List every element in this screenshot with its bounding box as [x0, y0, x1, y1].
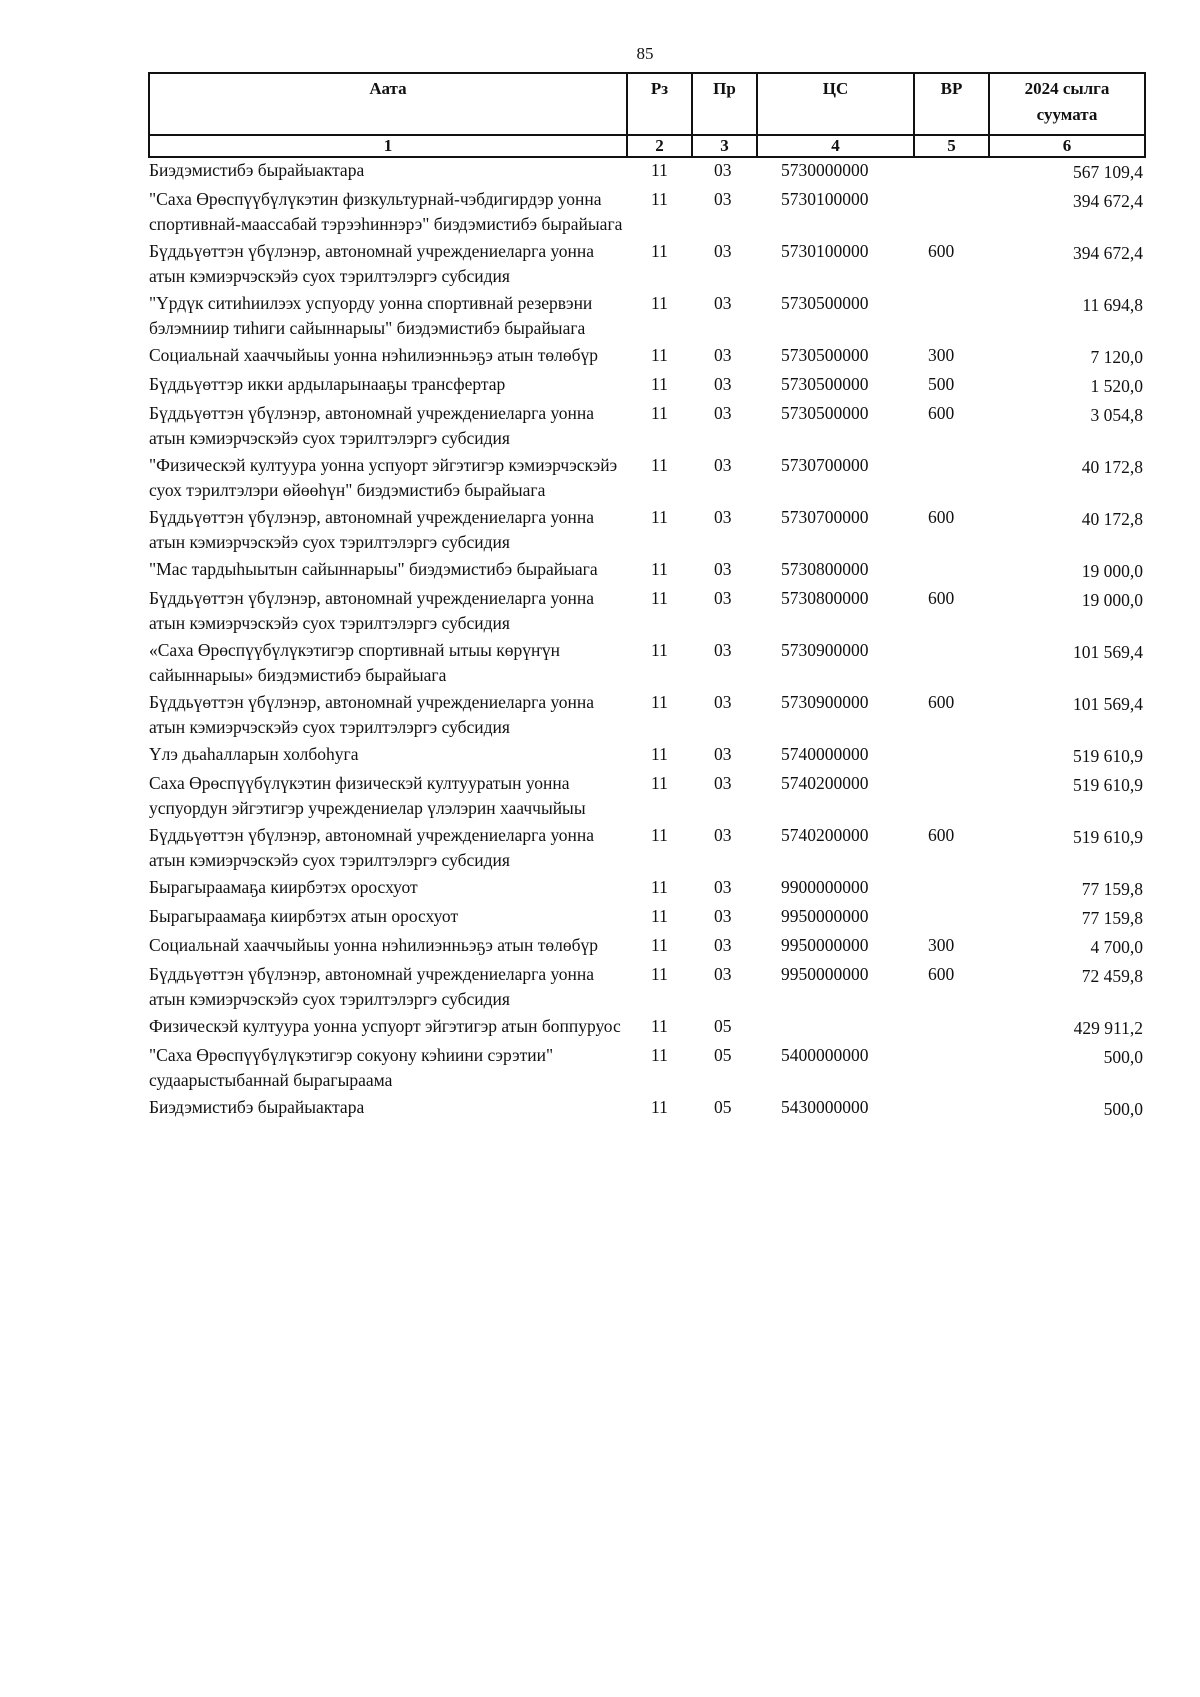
- cell-pr: 05: [714, 1045, 732, 1065]
- cell-cs: 5730000000: [781, 160, 869, 180]
- column-number: 1: [149, 135, 627, 157]
- cell-pr: 03: [714, 559, 732, 579]
- header-row: [149, 73, 1145, 135]
- cell-vr: [914, 1043, 989, 1095]
- cell-pr: 03: [714, 640, 732, 660]
- cell-name: Бырагыраамаҕа киирбэтэх оросхуот: [149, 877, 418, 897]
- table-row: [149, 962, 1145, 1014]
- cell-pr: 03: [714, 906, 732, 926]
- table-row: [149, 742, 1145, 771]
- header-name: Аата: [149, 73, 627, 135]
- cell-cs: 9950000000: [781, 935, 869, 955]
- cell-cs: 5730900000: [781, 640, 869, 660]
- table-row: [149, 239, 1145, 291]
- cell-vr: 600: [928, 964, 955, 984]
- cell-vr: [914, 904, 989, 933]
- cell-pr: 03: [714, 345, 732, 365]
- table-row: [149, 343, 1145, 372]
- cell-rz: 11: [651, 773, 668, 793]
- cell-pr: 03: [714, 189, 732, 209]
- cell-name: «Саха Өрөспүүбүлүкэтигэр спортивнай ытыы көрүҥүн сайыннарыы» биэдэмистибэ бырайыага: [149, 640, 560, 685]
- table-row: [149, 1014, 1145, 1043]
- cell-name: "Үрдүк ситиһиилээх успуорду уонна спортивнай резервэни бэлэмниир тиһиги сайыннарыы" биэдэмистибэ бырайыага: [149, 293, 593, 338]
- cell-pr: 03: [714, 877, 732, 897]
- cell-cs: 5400000000: [781, 1045, 869, 1065]
- cell-cs: 5730100000: [781, 189, 869, 209]
- cell-rz: 11: [651, 455, 668, 475]
- column-number: 5: [914, 135, 989, 157]
- cell-name: "Саха Өрөспүүбүлүкэтигэр сокуону кэһиини сэрэтии" судаарыстыбаннай бырагыраама: [149, 1045, 554, 1090]
- cell-sum: 7 120,0: [1090, 347, 1143, 367]
- table-row: [149, 933, 1145, 962]
- cell-sum: 394 672,4: [1073, 191, 1143, 211]
- cell-cs: 5730500000: [781, 403, 869, 423]
- cell-vr: 300: [928, 345, 955, 365]
- cell-pr: 03: [714, 964, 732, 984]
- cell-cs: [757, 1014, 914, 1043]
- cell-cs: 5740200000: [781, 773, 869, 793]
- cell-rz: 11: [651, 692, 668, 712]
- column-number: 6: [989, 135, 1145, 157]
- cell-vr: [914, 742, 989, 771]
- cell-vr: 600: [928, 825, 955, 845]
- cell-rz: 11: [651, 964, 668, 984]
- cell-rz: 11: [651, 507, 668, 527]
- cell-name: Бырагыраамаҕа киирбэтэх атын оросхуот: [149, 906, 459, 926]
- table-row: [149, 372, 1145, 401]
- cell-vr: [914, 157, 989, 187]
- table-row: [149, 690, 1145, 742]
- cell-name: "Мас тардыһыытын сайыннарыы" биэдэмистибэ бырайыага: [149, 559, 598, 579]
- budget-table: [148, 72, 1146, 1124]
- cell-vr: 600: [928, 241, 955, 261]
- cell-vr: [914, 557, 989, 586]
- cell-rz: 11: [651, 640, 668, 660]
- cell-sum: 519 610,9: [1073, 746, 1143, 766]
- cell-pr: 03: [714, 507, 732, 527]
- cell-vr: [914, 771, 989, 823]
- cell-rz: 11: [651, 1016, 668, 1036]
- cell-vr: 500: [928, 374, 955, 394]
- cell-sum: 3 054,8: [1090, 405, 1143, 425]
- cell-vr: 600: [928, 692, 955, 712]
- cell-vr: [914, 1014, 989, 1043]
- cell-pr: 03: [714, 692, 732, 712]
- cell-pr: 05: [714, 1097, 732, 1117]
- cell-sum: 429 911,2: [1073, 1018, 1143, 1038]
- cell-cs: 5730700000: [781, 455, 869, 475]
- cell-vr: 600: [928, 588, 955, 608]
- cell-name: "Физическэй култуура уонна успуорт эйгэтигэр кэмиэрчэскэйэ суох тэрилтэлэри өйөөһүн" биэдэмистибэ бырайыага: [149, 455, 618, 500]
- header-pr: Пр: [692, 73, 757, 135]
- cell-cs: 9950000000: [781, 906, 869, 926]
- cell-rz: 11: [651, 160, 668, 180]
- cell-rz: 11: [651, 241, 668, 261]
- cell-pr: 03: [714, 588, 732, 608]
- cell-sum: 40 172,8: [1081, 457, 1143, 477]
- cell-sum: 19 000,0: [1081, 561, 1143, 581]
- cell-sum: 4 700,0: [1090, 937, 1143, 957]
- table-row: [149, 505, 1145, 557]
- column-number-row: [149, 135, 1145, 157]
- page-number: 85: [636, 44, 654, 63]
- cell-rz: 11: [651, 588, 668, 608]
- cell-vr: 300: [928, 935, 955, 955]
- cell-cs: 5730800000: [781, 559, 869, 579]
- cell-pr: 03: [714, 374, 732, 394]
- cell-vr: [914, 875, 989, 904]
- cell-cs: 9900000000: [781, 877, 869, 897]
- cell-sum: 40 172,8: [1081, 509, 1143, 529]
- cell-sum: 567 109,4: [1073, 162, 1143, 182]
- cell-pr: 03: [714, 403, 732, 423]
- cell-cs: 5730100000: [781, 241, 869, 261]
- table-row: [149, 823, 1145, 875]
- cell-sum: 19 000,0: [1081, 590, 1143, 610]
- cell-rz: 11: [651, 1097, 668, 1117]
- cell-vr: [914, 1095, 989, 1124]
- cell-sum: 500,0: [1103, 1099, 1143, 1119]
- cell-name: Бүддьүөттэн үбүлэнэр, автономнай учреждениеларга уонна атын кэмиэрчэскэйэ суох тэрилтэлэргэ субсидия: [149, 588, 595, 633]
- cell-cs: 5430000000: [781, 1097, 869, 1117]
- cell-pr: 03: [714, 935, 732, 955]
- table-row: [149, 875, 1145, 904]
- cell-cs: 5730500000: [781, 374, 869, 394]
- cell-cs: 5730500000: [781, 293, 869, 313]
- cell-pr: 05: [714, 1016, 732, 1036]
- cell-rz: 11: [651, 744, 668, 764]
- table-row: [149, 1095, 1145, 1124]
- cell-name: Биэдэмистибэ бырайыактара: [149, 1097, 365, 1117]
- cell-vr: 600: [928, 507, 955, 527]
- cell-sum: 72 459,8: [1081, 966, 1143, 986]
- column-number: 2: [627, 135, 692, 157]
- table-row: [149, 586, 1145, 638]
- table-row: [149, 904, 1145, 933]
- cell-sum: 101 569,4: [1073, 694, 1143, 714]
- cell-vr: 600: [928, 403, 955, 423]
- cell-sum: 394 672,4: [1073, 243, 1143, 263]
- cell-pr: 03: [714, 744, 732, 764]
- cell-sum: 77 159,8: [1081, 908, 1143, 928]
- table-row: [149, 453, 1145, 505]
- cell-name: Социальнай хааччыйыы уонна нэһилиэнньэҕэ атын төлөбүр: [149, 935, 599, 955]
- cell-rz: 11: [651, 403, 668, 423]
- cell-name: Бүддьүөттэн үбүлэнэр, автономнай учреждениеларга уонна атын кэмиэрчэскэйэ суох тэрилтэлэргэ субсидия: [149, 825, 595, 870]
- cell-cs: 5730500000: [781, 345, 869, 365]
- cell-vr: [914, 187, 989, 239]
- table-row: [149, 187, 1145, 239]
- header-cs: ЦС: [757, 73, 914, 135]
- column-number: 4: [757, 135, 914, 157]
- cell-cs: 5730900000: [781, 692, 869, 712]
- cell-pr: 03: [714, 455, 732, 475]
- table-row: [149, 291, 1145, 343]
- cell-vr: [914, 638, 989, 690]
- column-number: 3: [692, 135, 757, 157]
- cell-name: Бүддьүөттэн үбүлэнэр, автономнай учреждениеларга уонна атын кэмиэрчэскэйэ суох тэрилтэлэргэ субсидия: [149, 241, 595, 286]
- cell-pr: 03: [714, 160, 732, 180]
- cell-sum: 11 694,8: [1082, 295, 1143, 315]
- table-header: [149, 73, 1145, 157]
- cell-rz: 11: [651, 293, 668, 313]
- table-row: [149, 401, 1145, 453]
- table-row: [149, 638, 1145, 690]
- cell-rz: 11: [651, 877, 668, 897]
- cell-rz: 11: [651, 189, 668, 209]
- cell-rz: 11: [651, 559, 668, 579]
- header-vr: ВР: [914, 73, 989, 135]
- cell-pr: 03: [714, 293, 732, 313]
- cell-name: Үлэ дьаһалларын холбоһуга: [149, 744, 359, 764]
- table-row: [149, 771, 1145, 823]
- cell-name: Бүддьүөттэн үбүлэнэр, автономнай учреждениеларга уонна атын кэмиэрчэскэйэ суох тэрилтэлэргэ субсидия: [149, 403, 595, 448]
- table-body: [149, 157, 1145, 1124]
- cell-name: Биэдэмистибэ бырайыактара: [149, 160, 365, 180]
- cell-name: Социальнай хааччыйыы уонна нэһилиэнньэҕэ атын төлөбүр: [149, 345, 599, 365]
- cell-name: Бүддьүөттэр икки ардыларынааҕы трансфертар: [149, 374, 506, 394]
- table-row: [149, 157, 1145, 187]
- cell-rz: 11: [651, 374, 668, 394]
- cell-sum: 519 610,9: [1073, 827, 1143, 847]
- cell-rz: 11: [651, 825, 668, 845]
- cell-rz: 11: [651, 935, 668, 955]
- cell-name: Бүддьүөттэн үбүлэнэр, автономнай учреждениеларга уонна атын кэмиэрчэскэйэ суох тэрилтэлэргэ субсидия: [149, 692, 595, 737]
- cell-sum: 519 610,9: [1073, 775, 1143, 795]
- cell-name: Физическэй култуура уонна успуорт эйгэтигэр атын боппуруос: [149, 1016, 621, 1036]
- cell-rz: 11: [651, 906, 668, 926]
- cell-name: Саха Өрөспүүбүлүкэтин физическэй култууратын уонна успуордун эйгэтигэр учреждениелар үлэлэрин хааччыйыы: [149, 773, 586, 818]
- cell-cs: 5730700000: [781, 507, 869, 527]
- cell-name: "Саха Өрөспүүбүлүкэтин физкультурнай-чэбдигирдэр уонна спортивнай-маассабай тэрээһиннэрэ" биэдэмистибэ бырайыага: [149, 189, 623, 234]
- cell-name: Бүддьүөттэн үбүлэнэр, автономнай учреждениеларга уонна атын кэмиэрчэскэйэ суох тэрилтэлэргэ субсидия: [149, 964, 595, 1009]
- header-rz: Рз: [627, 73, 692, 135]
- cell-pr: 03: [714, 825, 732, 845]
- cell-cs: 5740200000: [781, 825, 869, 845]
- cell-vr: [914, 291, 989, 343]
- cell-pr: 03: [714, 241, 732, 261]
- cell-sum: 101 569,4: [1073, 642, 1143, 662]
- table-row: [149, 1043, 1145, 1095]
- cell-cs: 5740000000: [781, 744, 869, 764]
- cell-rz: 11: [651, 1045, 668, 1065]
- cell-sum: 77 159,8: [1081, 879, 1143, 899]
- cell-cs: 5730800000: [781, 588, 869, 608]
- header-sum: 2024 сылга суумата: [989, 73, 1145, 135]
- cell-rz: 11: [651, 345, 668, 365]
- cell-vr: [914, 453, 989, 505]
- cell-sum: 1 520,0: [1090, 376, 1143, 396]
- cell-sum: 500,0: [1103, 1047, 1143, 1067]
- cell-name: Бүддьүөттэн үбүлэнэр, автономнай учреждениеларга уонна атын кэмиэрчэскэйэ суох тэрилтэлэргэ субсидия: [149, 507, 595, 552]
- cell-cs: 9950000000: [781, 964, 869, 984]
- cell-pr: 03: [714, 773, 732, 793]
- table-row: [149, 557, 1145, 586]
